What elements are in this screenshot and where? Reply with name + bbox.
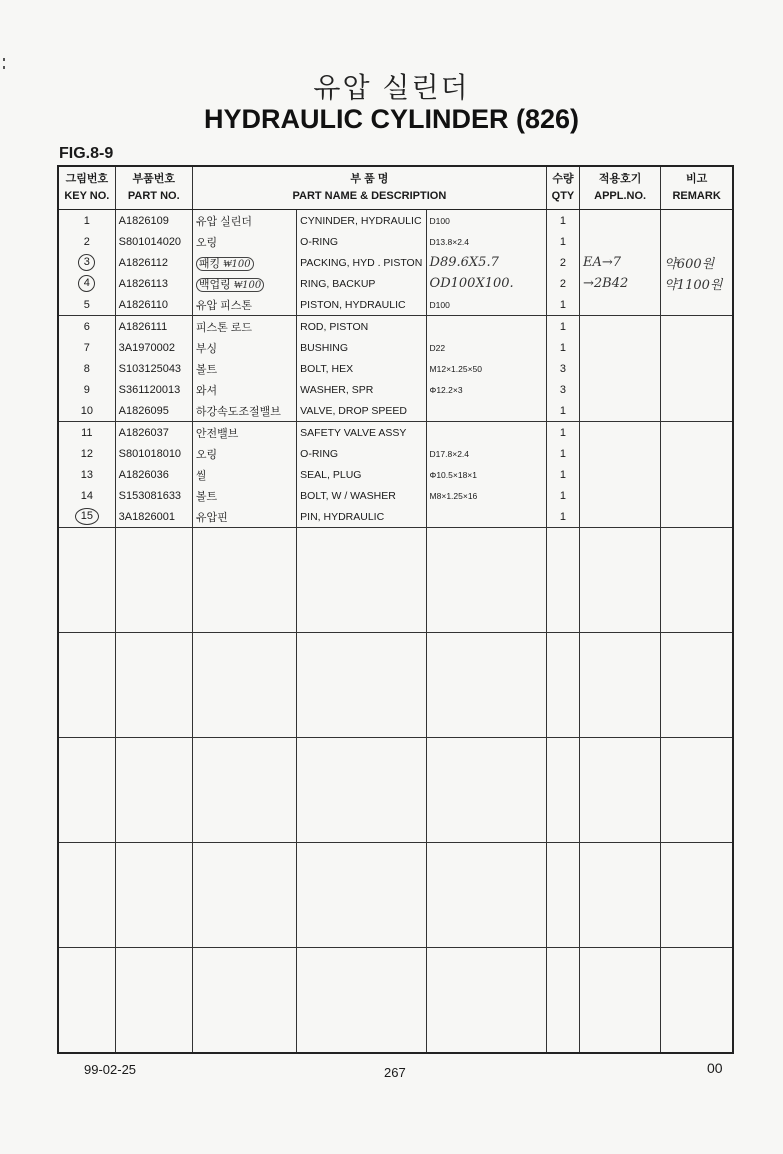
blank-row [58, 633, 733, 738]
part-no: A1826037 [115, 422, 192, 444]
part-name: PIN, HYDRAULIC [297, 506, 426, 528]
qty: 1 [546, 231, 579, 252]
key-no: 14 [58, 485, 115, 506]
qty: 1 [546, 443, 579, 464]
remark [661, 464, 733, 485]
blank-row [58, 843, 733, 948]
key-no: 5 [58, 294, 115, 316]
part-name-korean: 유압핀 [192, 506, 296, 528]
appl-no [580, 210, 661, 232]
qty: 2 [546, 252, 579, 273]
part-name: WASHER, SPR [297, 379, 426, 400]
part-no: S801018010 [115, 443, 192, 464]
part-name: PISTON, HYDRAULIC [297, 294, 426, 316]
part-name-korean: 안전밸브 [192, 422, 296, 444]
qty: 1 [546, 210, 579, 232]
appl-no [580, 443, 661, 464]
part-name-korean [192, 252, 296, 273]
part-no: A1826111 [115, 316, 192, 338]
qty: 2 [546, 273, 579, 294]
title-english: HYDRAULIC CYLINDER (826) [203, 104, 580, 134]
key-no: 11 [58, 422, 115, 444]
part-name: SAFETY VALVE ASSY [297, 422, 426, 444]
remark [661, 252, 733, 273]
appl-no [580, 273, 661, 294]
blank-row [58, 738, 733, 843]
part-no: S153081633 [115, 485, 192, 506]
remark [661, 443, 733, 464]
remark [661, 210, 733, 232]
part-name-korean: 부싱 [192, 337, 296, 358]
table-row [58, 485, 733, 506]
part-no: A1826095 [115, 400, 192, 422]
header-qty: 수량 QTY [546, 166, 579, 210]
blank-row [58, 948, 733, 1054]
description: M12×1.25×50 [426, 358, 546, 379]
description [426, 422, 546, 444]
key-no: 2 [58, 231, 115, 252]
table-row [58, 400, 733, 422]
handwritten-price: ₩100 [233, 279, 262, 291]
part-no: A1826112 [115, 252, 192, 273]
remark [661, 231, 733, 252]
appl-no [580, 400, 661, 422]
header-part: 부품번호 PART NO. [115, 166, 192, 210]
key-no: 6 [58, 316, 115, 338]
part-name-korean: 유압 피스톤 [192, 294, 296, 316]
header-part-name: 부 품 명 PART NAME & DESCRIPTION [192, 166, 546, 210]
page-number: 267 [384, 1065, 406, 1080]
remark [661, 485, 733, 506]
table-row [58, 422, 733, 444]
remark [661, 400, 733, 422]
qty: 1 [546, 485, 579, 506]
part-name: PACKING, HYD . PISTON [297, 252, 426, 273]
part-name: CYNINDER, HYDRAULIC [297, 210, 426, 232]
part-name-korean: 유압 실린더 [192, 210, 296, 232]
key-no: 13 [58, 464, 115, 485]
handwritten-dimension: D89.6X5.7 [429, 255, 499, 270]
key-no [58, 506, 115, 528]
key-no: 10 [58, 400, 115, 422]
qty: 1 [546, 337, 579, 358]
handwritten-dimension: OD100X100. [429, 276, 514, 291]
header-appl: 적용호기 APPL.NO. [580, 166, 661, 210]
handwritten-remark: 약1100원 [664, 278, 723, 293]
description: D100 [426, 210, 546, 232]
description: D22 [426, 337, 546, 358]
description [426, 316, 546, 338]
qty: 1 [546, 422, 579, 444]
circled-key: 3 [78, 254, 95, 271]
description [426, 273, 546, 294]
appl-no [580, 464, 661, 485]
key-no [58, 273, 115, 294]
part-name-korean: 씰 [192, 464, 296, 485]
remark [661, 506, 733, 528]
remark [661, 379, 733, 400]
key-no: 7 [58, 337, 115, 358]
part-name: RING, BACKUP [297, 273, 426, 294]
part-name: BUSHING [297, 337, 426, 358]
part-name: ROD, PISTON [297, 316, 426, 338]
table-row [58, 506, 733, 528]
table-row [58, 316, 733, 338]
part-no: S801014020 [115, 231, 192, 252]
part-name: BOLT, HEX [297, 358, 426, 379]
qty: 3 [546, 379, 579, 400]
remark [661, 337, 733, 358]
qty: 1 [546, 316, 579, 338]
part-name-korean: 와셔 [192, 379, 296, 400]
key-no [58, 252, 115, 273]
title-korean: 유압 실린더 [313, 71, 470, 104]
header-remark: 비고 REMARK [661, 166, 733, 210]
appl-no [580, 358, 661, 379]
description [426, 252, 546, 273]
header-key: 그림번호 KEY NO. [58, 166, 115, 210]
description [426, 400, 546, 422]
part-no: 3A1970002 [115, 337, 192, 358]
blank-row [58, 528, 733, 633]
part-no: A1826113 [115, 273, 192, 294]
key-no: 8 [58, 358, 115, 379]
figure-label: FIG.8-9 [59, 145, 114, 162]
part-name-korean: 오링 [192, 231, 296, 252]
qty: 1 [546, 400, 579, 422]
circled-key: 15 [75, 508, 99, 525]
part-name: BOLT, W / WASHER [297, 485, 426, 506]
handwritten-price: ₩100 [223, 258, 251, 270]
handwritten-appl: →2B42 [583, 276, 629, 291]
part-name-korean [192, 273, 296, 294]
appl-no [580, 337, 661, 358]
remark [661, 358, 733, 379]
table-row [58, 443, 733, 464]
appl-no [580, 252, 661, 273]
appl-no [580, 231, 661, 252]
description: D100 [426, 294, 546, 316]
table-row [58, 273, 733, 294]
part-name-korean: 볼트 [192, 485, 296, 506]
part-no: S361120013 [115, 379, 192, 400]
key-no: 9 [58, 379, 115, 400]
part-no: A1826110 [115, 294, 192, 316]
description: Φ10.5×18×1 [426, 464, 546, 485]
appl-no [580, 316, 661, 338]
description: D17.8×2.4 [426, 443, 546, 464]
part-no: A1826109 [115, 210, 192, 232]
key-no: 1 [58, 210, 115, 232]
part-name-korean-text: 패킹 [198, 257, 221, 270]
part-name: SEAL, PLUG [297, 464, 426, 485]
description: Φ12.2×3 [426, 379, 546, 400]
qty: 1 [546, 506, 579, 528]
qty: 1 [546, 294, 579, 316]
part-no: S103125043 [115, 358, 192, 379]
table-row [58, 210, 733, 232]
qty: 1 [546, 464, 579, 485]
appl-no [580, 506, 661, 528]
part-name: VALVE, DROP SPEED [297, 400, 426, 422]
appl-no [580, 379, 661, 400]
table-row [58, 252, 733, 273]
remark [661, 316, 733, 338]
qty: 3 [546, 358, 579, 379]
table-row [58, 358, 733, 379]
remark [661, 294, 733, 316]
appl-no [580, 294, 661, 316]
description: M8×1.25×16 [426, 485, 546, 506]
remark [661, 273, 733, 294]
table-row [58, 231, 733, 252]
footer-date: 99-02-25 [84, 1062, 137, 1077]
part-name-korean: 볼트 [192, 358, 296, 379]
table-header [58, 166, 733, 210]
appl-no [580, 485, 661, 506]
part-no: A1826036 [115, 464, 192, 485]
handwritten-remark: 약600원 [664, 257, 715, 272]
part-name-korean: 하강속도조절밸브 [192, 400, 296, 422]
part-name: O-RING [297, 231, 426, 252]
description [426, 506, 546, 528]
remark [661, 422, 733, 444]
part-name: O-RING [297, 443, 426, 464]
parts-table [57, 165, 734, 1054]
table-row [58, 379, 733, 400]
circled-key: 4 [78, 275, 95, 292]
table-row [58, 464, 733, 485]
handwritten-appl: EA→7 [583, 255, 622, 270]
table-row [58, 294, 733, 316]
part-name-korean-text: 백업링 [198, 278, 231, 291]
appl-no [580, 422, 661, 444]
table-row [58, 337, 733, 358]
part-name-korean: 오링 [192, 443, 296, 464]
part-name-korean: 피스톤 로드 [192, 316, 296, 338]
part-no: 3A1826001 [115, 506, 192, 528]
revision-number: 00 [707, 1060, 723, 1076]
description: D13.8×2.4 [426, 231, 546, 252]
key-no: 12 [58, 443, 115, 464]
